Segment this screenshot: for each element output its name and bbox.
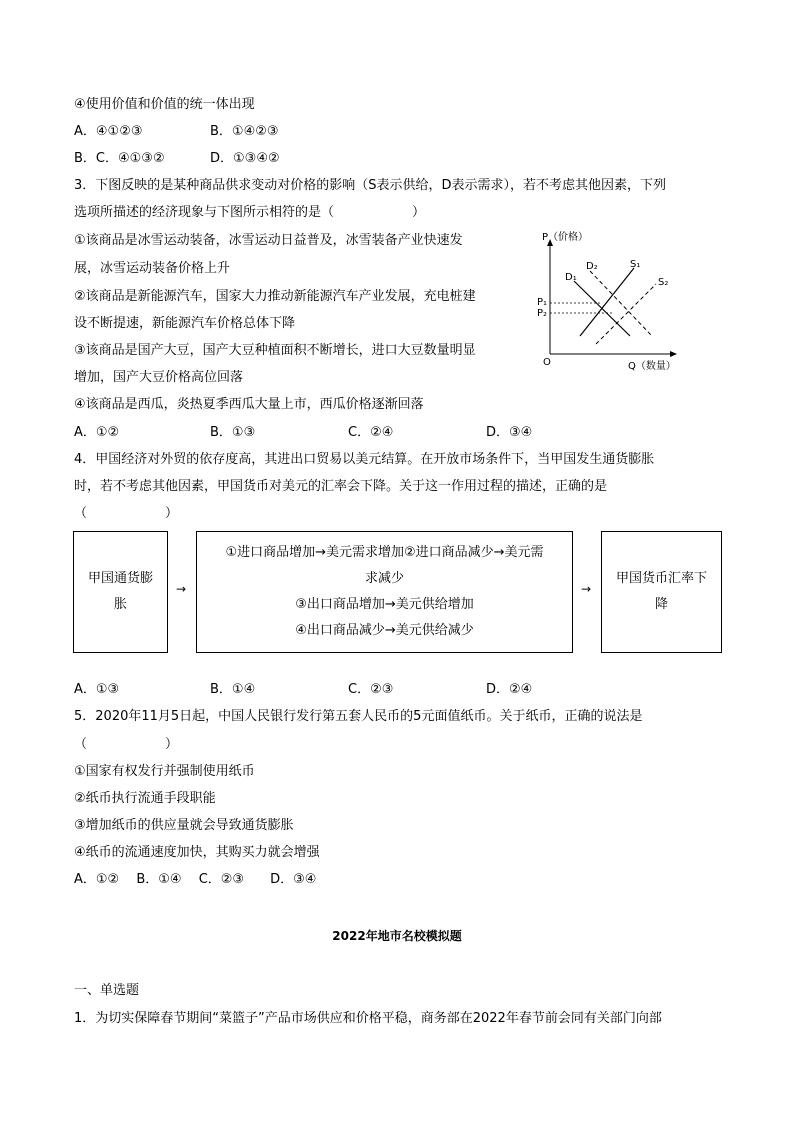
q4-option-d: D．②④	[486, 682, 533, 697]
d1-label: D₁	[565, 272, 577, 283]
q5-item4: ④纸币的流通速度加快，其购买力就会增强	[74, 845, 320, 860]
q5-stem-line2: （ ）	[74, 737, 179, 752]
section-title: 2022年地市名校模拟题	[332, 929, 462, 943]
q3-item2-line1: ②该商品是新能源汽车，国家大力推动新能源汽车产业发展，充电桩建	[74, 289, 476, 304]
q4-option-b: B．①④	[210, 682, 256, 697]
q3-item3-line1: ③该商品是国产大豆，国产大豆种植面积不断增长，进口大豆数量明显	[74, 343, 476, 358]
supply-demand-graph	[530, 226, 690, 376]
q3-option-b: B．①③	[210, 425, 256, 440]
q2-option-d: D．①③④②	[210, 151, 280, 166]
flow-box-middle	[196, 531, 573, 653]
flow-box-middle-line4: ④出口商品减少→美元供给减少	[295, 623, 474, 638]
q4-option-c: C．②③	[348, 682, 394, 697]
q3-item1-line1: ①该商品是冰雪运动装备，冰雪运动日益普及，冰雪装备产业快速发	[74, 233, 463, 248]
flow-arrow-1: →	[176, 582, 187, 596]
q4-stem-line1: 4．甲国经济对外贸的依存度高，其进出口贸易以美元结算。在开放市场条件下，当甲国发生通货膨胀	[74, 452, 655, 467]
q3-option-d: D．③④	[486, 425, 533, 440]
flow-box-right	[601, 531, 722, 653]
demand-curve-d2	[590, 271, 652, 336]
flow-arrow-2: →	[581, 582, 592, 596]
q3-stem-line1: 3．下图反映的是某种商品供求变动对价格的影响（S表示供给，D表示需求），若不考虑其他因素，下列	[74, 178, 667, 193]
p2-label: P₂	[537, 308, 548, 319]
supply-curve-s2	[596, 284, 656, 344]
d2-label: D₂	[586, 261, 598, 272]
q4-option-a: A．①③	[74, 682, 120, 697]
s1-label: S₁	[630, 259, 641, 270]
flow-box-middle-line2: 求减少	[364, 571, 404, 586]
flow-box-middle-text	[225, 540, 543, 644]
flow-box-right-line2: 降	[654, 597, 668, 612]
flow-box-right-line1: 甲国货币汇率下	[615, 571, 707, 586]
origin-label: O	[543, 357, 551, 368]
q5-item1: ①国家有权发行并强制使用纸币	[74, 764, 255, 779]
flow-box-left-line1: 甲国通货膨	[87, 571, 153, 586]
x-axis-label: Q（数量）	[628, 361, 676, 372]
q3-option-c: C．②④	[348, 425, 394, 440]
section-heading: 一、单选题	[74, 983, 140, 998]
x-axis-arrow	[670, 351, 677, 357]
flow-box-left-text	[88, 566, 153, 618]
q3-option-a: A．①②	[74, 425, 120, 440]
q2-option-b: B．①④②③	[210, 124, 279, 139]
q5-options: A．①② B．①④ C．②③ D．③④	[74, 872, 317, 887]
q3-item3-line2: 增加，国产大豆价格高位回落	[74, 370, 244, 385]
supply-curve-s1	[580, 268, 634, 336]
q3-item2-line2: 设不断提速，新能源汽车价格总体下降	[74, 316, 296, 331]
flow-box-left-line2: 胀	[113, 597, 127, 612]
flow-box-right-text	[616, 566, 707, 618]
section-q1-line1: 1．为切实保障春节期间“菜篮子”产品市场供应和价格平稳，商务部在2022年春节前会同有关部门向部	[74, 1011, 662, 1026]
s2-label: S₂	[658, 277, 669, 288]
p1-label: P₁	[537, 297, 548, 308]
q4-stem-line2: 时，若不考虑其他因素，甲国货币对美元的汇率会下降。关于这一作用过程的描述，正确的是	[74, 479, 608, 494]
q4-stem-line3: （ ）	[74, 506, 179, 521]
q3-item4: ④该商品是西瓜，炎热夏季西瓜大量上市，西瓜价格逐渐回落	[74, 397, 424, 412]
q3-item1-line2: 展，冰雪运动装备价格上升	[74, 261, 231, 276]
flow-box-left	[73, 531, 168, 653]
flow-box-middle-line1: ①进口商品增加→美元需求增加②进口商品减少→美元需	[225, 545, 544, 560]
q5-stem-line1: 5．2020年11月5日起，中国人民银行发行第五套人民币的5元面值纸币。关于纸币，正确的说法是	[74, 709, 643, 724]
flow-box-middle-line3: ③出口商品增加→美元供给增加	[295, 597, 474, 612]
q5-item2: ②纸币执行流通手段职能	[74, 791, 216, 806]
q3-stem-line2: 选项所描述的经济现象与下图所示相符的是（ ）	[74, 205, 426, 220]
q2-option-c: B．C．④①③②	[74, 151, 165, 166]
q2-option-a: A．④①②③	[74, 124, 143, 139]
q2-item4: ④使用价值和价值的统一体出现	[74, 97, 255, 112]
q5-item3: ③增加纸币的供应量就会导致通货膨胀	[74, 818, 294, 833]
y-axis-label: P（价格）	[542, 232, 589, 243]
